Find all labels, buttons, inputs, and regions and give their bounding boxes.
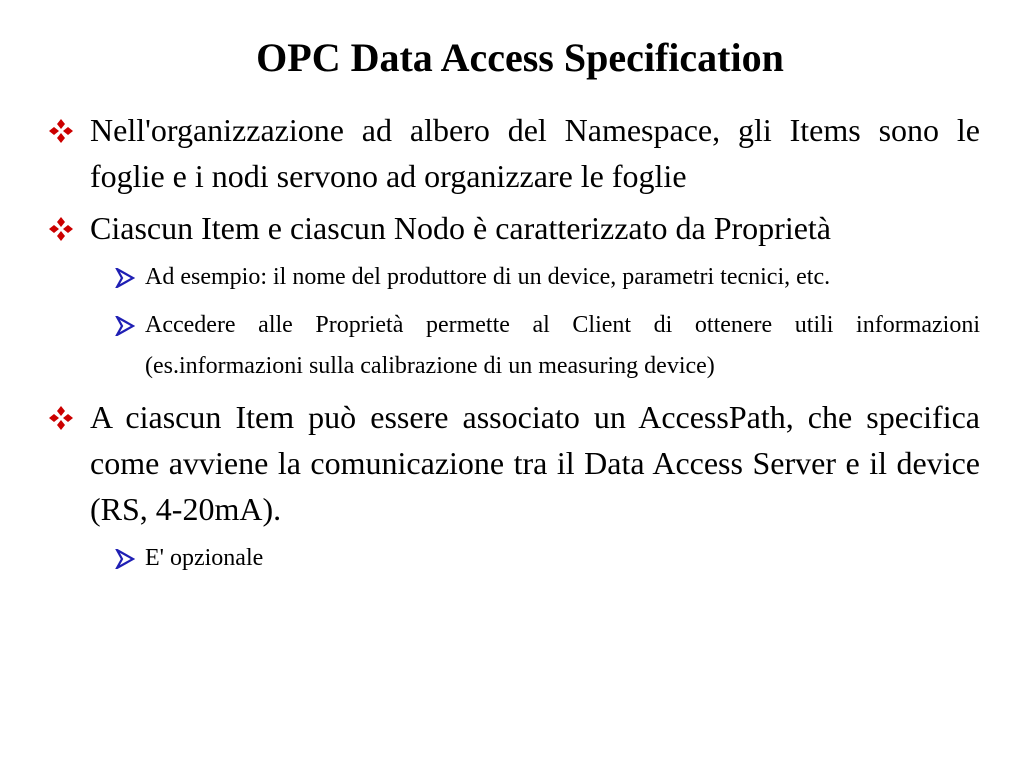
arrow-bullet-icon	[115, 257, 139, 298]
arrow-bullet-icon	[115, 538, 139, 579]
sub-bullet-item	[115, 538, 980, 579]
four-diamond-bullet-icon	[48, 205, 80, 251]
arrow-bullet-icon	[115, 305, 139, 346]
four-diamond-bullet-icon	[48, 107, 80, 153]
bullet-text: A ciascun Item può essere associato un AccessPath, che specifica come avviene la comunicazione tra il Data Access Server e il device (RS, 4-20mA).	[90, 399, 980, 527]
bullet-text: Ciascun Item e ciascun Nodo è caratterizzato da Proprietà	[90, 210, 831, 246]
slide-title: OPC Data Access Specification	[256, 35, 784, 80]
sub-bullet-text: E' opzionale	[145, 545, 264, 571]
sub-bullet-item	[115, 305, 980, 387]
sub-bullet-text: Accedere alle Proprietà permette al Client di ottenere utili informazioni (es.informazioni sulla calibrazione di un measuring device)	[145, 312, 980, 379]
bullet-item	[48, 394, 980, 532]
sub-bullet-item	[115, 257, 980, 298]
slide-content	[48, 107, 980, 586]
bullet-item	[48, 205, 980, 251]
bullet-text: Nell'organizzazione ad albero del Namespace, gli Items sono le foglie e i nodi servono ad organizzare le foglie	[90, 112, 980, 194]
bullet-item	[48, 107, 980, 199]
four-diamond-bullet-icon	[48, 394, 80, 440]
sub-bullet-text: Ad esempio: il nome del produttore di un device, parametri tecnici, etc.	[145, 264, 831, 290]
